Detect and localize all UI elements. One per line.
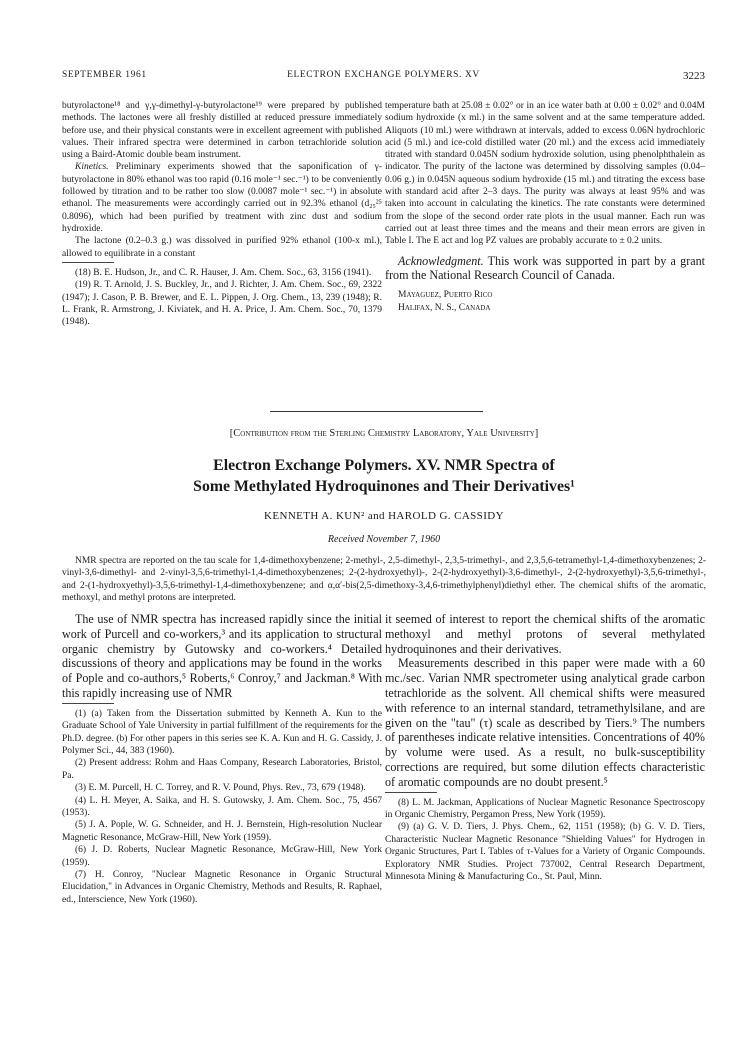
footnote: (8) L. M. Jackman, Applications of Nuclear Magnetic Resonance Spectroscopy in Organic Chemistry, Pergamon Press, New York (1959). [385, 797, 705, 820]
kinetics-heading: Kinetics. [75, 162, 109, 173]
footnote: (1) (a) Taken from the Dissertation submitted by Kenneth A. Kun to the Graduate School of Yale University in partial fulfillment of the requirements for the Ph.D. degree. (b) For other papers in this series see K. A. Kun and H. G. Cassidy, J. Polymer Sci., 44, 383 (1960). [62, 708, 382, 756]
footnote: (6) J. D. Roberts, Nuclear Magnetic Resonance, McGraw-Hill, New York (1959). [62, 845, 382, 868]
footnote: (3) E. M. Purcell, H. C. Torrey, and R. V. Pound, Phys. Rev., 73, 679 (1948). [75, 783, 366, 794]
running-head-title: ELECTRON EXCHANGE POLYMERS. XV [287, 70, 480, 80]
footnote-rule [385, 792, 437, 793]
article-abstract: NMR spectra are reported on the tau scale for 1,4-dimethoxybenzene; 2-methyl-, 2,5-dimethyl-, 2,3,5-trimethyl-, and 2,3,5,6-tetramethyl-1,4-dimethoxybenzenes; 2-vinyl-3,6-dimethyl- and 2-vinyl-3,5,6-trimethyl-1,4-dimethoxybenzenes; 2-(2-hydroxyethyl)-, 2-(2-hydroxyethyl)-3,6-dimethyl-, 2-(2-hydroxyethyl)-3,5,6-trimethyl-, and 2-(1-hydroxyethyl)-3,5,6-trimethyl-1,4-dimethoxybenzene; and α,α′-bis(2,5-dimethoxy-3,4,6-trimethylphenyl)diethyl ether. The chemical shifts of the aromatic, methoxyl, and methyl protons are interpreted. [62, 556, 706, 604]
prev-article-paragraph: The lactone (0.2–0.3 g.) was dissolved in purified 92% ethanol (100-x ml.), allowed to equilibrate in a constant [62, 236, 382, 259]
article-title-line: Electron Exchange Polymers. XV. NMR Spectra of [213, 457, 555, 474]
footnote: (9) (a) G. V. D. Tiers, J. Phys. Chem., 62, 1151 (1958); (b) G. V. D. Tiers, Characteristic Nuclear Magnetic Resonance "Shielding Values" for Hydrogen in Organic Structures, Part I. Tables of τ-Values for a Variety of Organic Compounds. Exploratory NMR Studies. Project 737002, Central Research Department, Minnesota Mining & Manufacturing Co., St. Paul, Minn. [385, 822, 705, 882]
footnote: (4) L. H. Meyer, A. Saika, and H. S. Gutowsky, J. Am. Chem. Soc., 75, 4567 (1953). [62, 795, 382, 819]
article-title-line: Some Methylated Hydroquinones and Their Derivatives¹ [193, 478, 575, 495]
running-head-date: SEPTEMBER 1961 [62, 70, 147, 80]
body-paragraph: The use of NMR spectra has increased rapidly since the initial work of Purcell and co-workers,³ and its application to structural organic chemistry by Gutowsky and co-workers.⁴ Detailed discussions of theory and applications may be found in the works of Pople and co-authors,⁵ Roberts,⁶ Conroy,⁷ and Jackman.⁸ With this rapidly increasing use of NMR [62, 612, 382, 700]
footnote: (5) J. A. Pople, W. G. Schneider, and H. J. Bernstein, High-resolution Nuclear Magnetic Resonance, McGraw-Hill, New York (1959). [62, 820, 382, 843]
affiliation-line: Halifax, N. S., Canada [398, 303, 491, 314]
kinetics-paragraph [62, 161, 382, 235]
footnote: (19) R. T. Arnold, J. S. Buckley, Jr., and J. Richter, J. Am. Chem. Soc., 69, 2322 (1947); J. Cason, P. B. Brewer, and E. L. Pippen, J. Org. Chem., 13, 239 (1948); R. L. Frank, R. Armstrong, J. Kiviatek, and H. A. Price, J. Am. Chem. Soc., 70, 1379 (1948). [62, 280, 382, 328]
body-paragraph: Measurements described in this paper were made with a 60 mc./sec. Varian NMR spectrometer using analytical grade carbon tetrachloride as the solvent. All chemical shifts were measured with reference to an internal standard, tetramethylsilane, and are given on the "tau" (τ) scale as described by Tiers.⁹ The numbers of parentheses indicate relative intensities. Concentrations of 40% by volume were used. As a result, no bulk-susceptibility corrections are required, but some dilution effects characteristic of aromatic compounds are no doubt present.⁵ [385, 656, 705, 789]
page-number: 3223 [683, 70, 705, 82]
article-authors: KENNETH A. KUN² and HAROLD G. CASSIDY [264, 510, 504, 522]
affiliation-line: Mayaguez, Puerto Rico [398, 290, 493, 301]
acknowledgment-heading: Acknowledgment. [398, 253, 484, 268]
prev-article-right-column [385, 100, 705, 315]
kinetics-text: Preliminary experiments showed that the saponification of γ-butyrolactone in 80% ethanol was too rapid (0.16 mole⁻¹ sec.⁻¹) to be conveniently followed by titration and to be rather too slow (0.0087 mole⁻¹ sec.⁻¹) in absolute ethanol. The measurements were accordingly carried out in 92.3% ethanol (d₂₅²⁵ 0.8096), which had been purified by treatment with zinc dust and sodium hydroxide. [62, 162, 382, 234]
article-separator-rule [270, 411, 483, 412]
article-right-column [385, 612, 705, 883]
footnote: (7) H. Conroy, "Nuclear Magnetic Resonance in Organic Structural Elucidation," in Advances in Organic Chemistry, Methods and Results, R. Raphael, ed., Interscience, New York (1960). [62, 870, 382, 905]
article-left-column [62, 612, 382, 906]
prev-article-left-column [62, 100, 382, 329]
running-head [62, 70, 705, 84]
received-date: Received November 7, 1960 [327, 534, 441, 545]
prev-article-paragraph: butyrolactone¹⁸ and γ,γ-dimethyl-γ-butyrolactone¹⁹ were prepared by published methods. The lactones were all freshly distilled at reduced pressure immediately before use, and their physical constants were in excellent agreement with published values. Their infrared spectra were determined in carbon tetrachloride solution using a Baird-Atomic double beam instrument. [62, 101, 382, 161]
body-paragraph: it seemed of interest to report the chemical shifts of the aromatic methoxyl and methyl protons of several methylated hydroquinones and their derivatives. [385, 612, 705, 656]
acknowledgment-paragraph [385, 254, 705, 284]
footnote: (2) Present address: Rohm and Haas Company, Research Laboratories, Bristol, Pa. [62, 758, 382, 781]
footnote: (18) B. E. Hudson, Jr., and C. R. Hauser, J. Am. Chem. Soc., 63, 3156 (1941). [75, 267, 372, 278]
acknowledgment-text: This work was supported in part by a grant from the National Research Council of Canada. [385, 253, 705, 283]
footnote-rule [62, 703, 114, 704]
contribution-line: [Contribution from the Sterling Chemistry Laboratory, Yale University] [229, 428, 539, 439]
footnote-rule [62, 262, 114, 263]
prev-article-paragraph: temperature bath at 25.08 ± 0.02° or in an ice water bath at 0.00 ± 0.02° and 0.04M sodium hydroxide (x ml.) in the same solvent and at the same temperature added. Aliquots (10 ml.) were withdrawn at intervals, added to excess 0.06N hydrochloric acid (5 ml.) and ice-cold distilled water (20 ml.) and the excess acid immediately titrated with standard 0.045N sodium hydroxide solution, using phenolphthalein as indicator. The purity of the lactone was determined by dissolving samples (0.04–0.06 g.) in 0.045N aqueous sodium hydroxide (15 ml.) and titrating the excess base with standard acid after 2–3 days. The purity was always at least 95% and was taken into account in calculating the kinetics. The rate constants were determined from the slope of the second order rate plots in the usual manner. Each run was carried out at least three times and the means and their mean errors are given in Table I. The E act and log PZ values are probably accurate to ± 0.2 units. [385, 101, 705, 247]
